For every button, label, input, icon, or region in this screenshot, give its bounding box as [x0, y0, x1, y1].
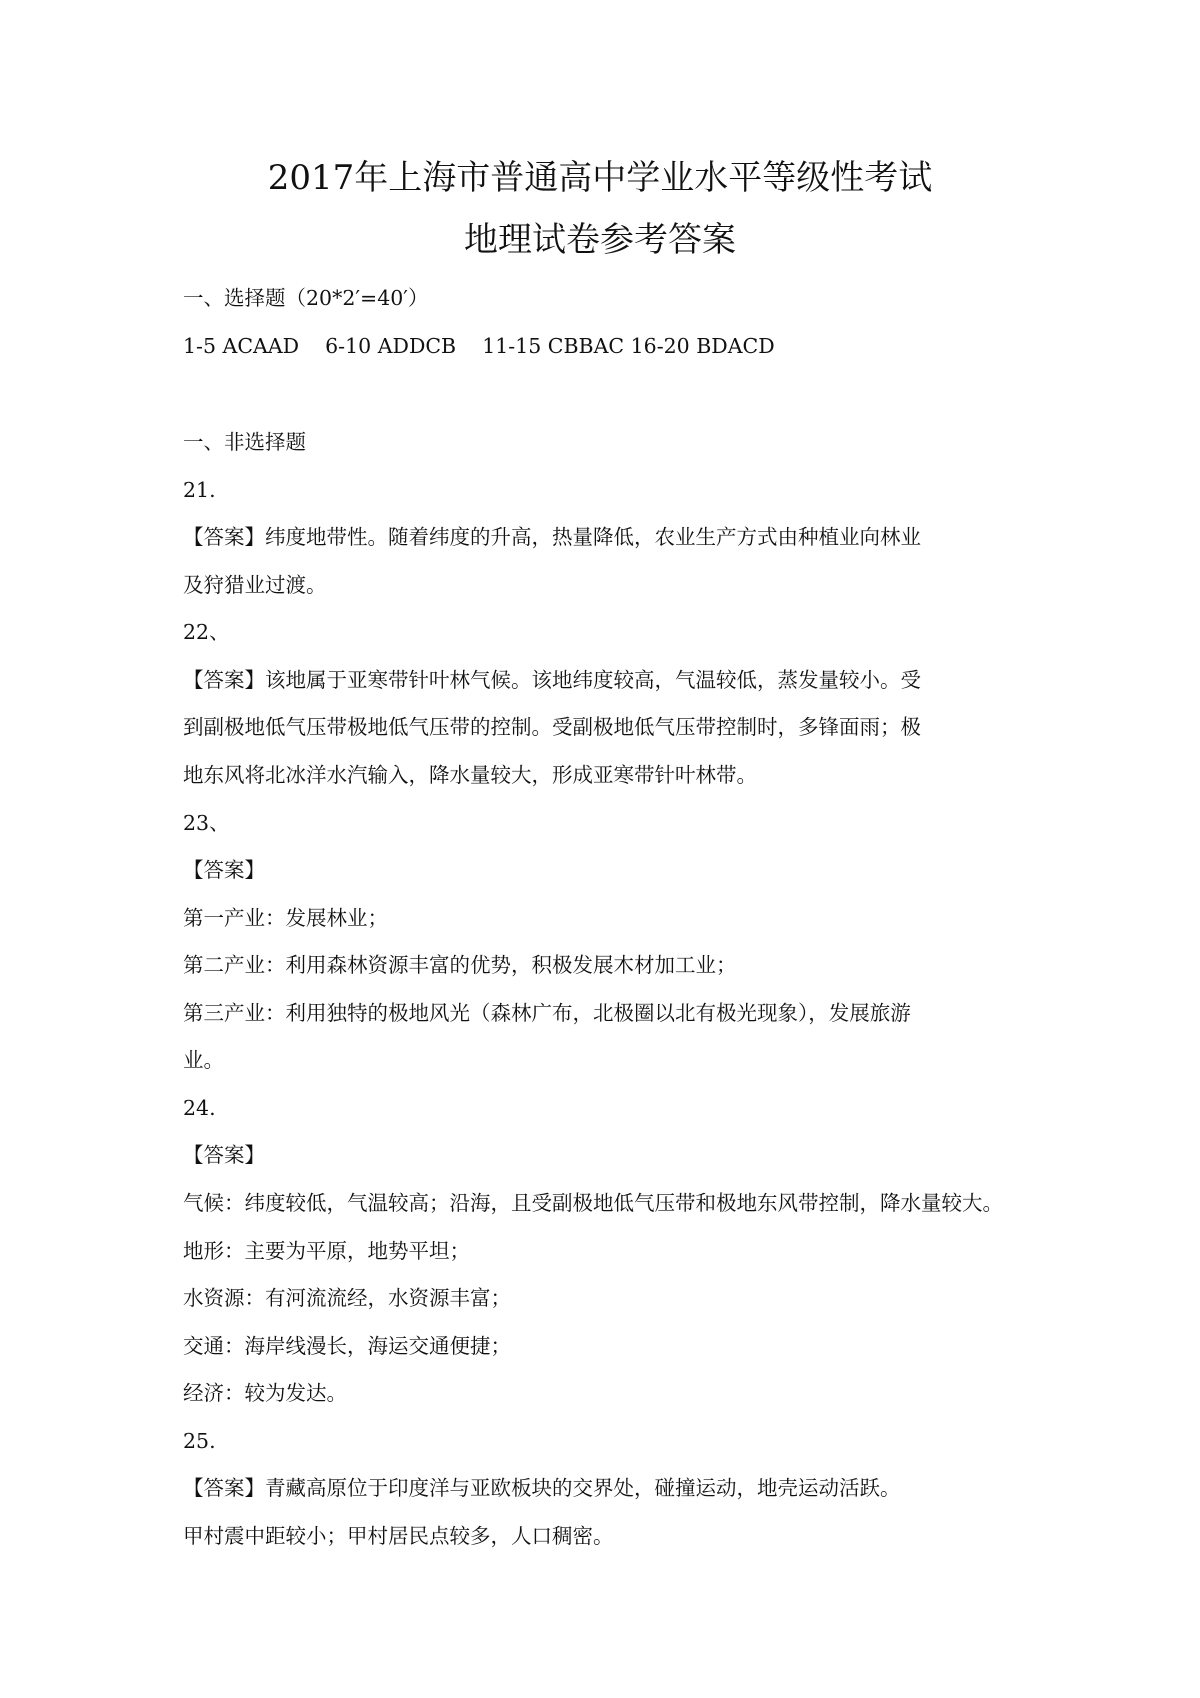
question-number: 24.: [183, 1096, 216, 1120]
document-title: 2017年上海市普通高中学业水平等级性考试: [267, 158, 933, 198]
question-number: 21.: [183, 478, 216, 502]
document-subtitle: 地理试卷参考答案: [464, 220, 736, 260]
answer-text: 交通：海岸线漫长，海运交通便捷；: [183, 1334, 511, 1358]
answer-text: 到副极地低气压带极地低气压带的控制。受副极地低气压带控制时，多锋面雨；极: [183, 715, 921, 739]
question-number: 25.: [183, 1429, 216, 1453]
answer-text: 地东风将北冰洋水汽输入，降水量较大，形成亚寒带针叶林带。: [183, 763, 757, 787]
answer-text: 【答案】青藏高原位于印度洋与亚欧板块的交界处，碰撞运动，地壳运动活跃。: [183, 1476, 901, 1500]
answer-label: 【答案】: [183, 858, 265, 882]
answer-text: 甲村震中距较小；甲村居民点较多，人口稠密。: [183, 1524, 614, 1548]
answer-label: 【答案】: [183, 1143, 265, 1167]
answer-text: 【答案】该地属于亚寒带针叶林气候。该地纬度较高，气温较低，蒸发量较小。受: [183, 668, 921, 692]
section-heading-choice: 一、选择题（20*2′=40′）: [183, 286, 429, 310]
answer-text: 第三产业：利用独特的极地风光（森林广布，北极圈以北有极光现象），发展旅游: [183, 1001, 911, 1025]
choice-answers: 1-5 ACAAD 6-10 ADDCB 11-15 CBBAC 16-20 BDACD: [183, 334, 775, 358]
answer-text: 气候：纬度较低，气温较高；沿海，且受副极地低气压带和极地东风带控制，降水量较大。: [183, 1191, 1003, 1215]
answer-text: 水资源：有河流流经，水资源丰富；: [183, 1286, 511, 1310]
answer-text: 经济：较为发达。: [183, 1381, 347, 1405]
section-heading-non-choice: 一、非选择题: [183, 430, 306, 454]
question-number: 22、: [183, 620, 230, 644]
answer-text: 第一产业：发展林业；: [183, 906, 388, 930]
answer-text: 第二产业：利用森林资源丰富的优势，积极发展木材加工业；: [183, 953, 737, 977]
answer-text: 地形：主要为平原，地势平坦；: [183, 1239, 470, 1263]
answer-text: 及狩猎业过渡。: [183, 573, 327, 597]
answer-text: 【答案】纬度地带性。随着纬度的升高，热量降低，农业生产方式由种植业向林业: [183, 525, 921, 549]
question-number: 23、: [183, 811, 230, 835]
answer-text: 业。: [183, 1048, 224, 1072]
